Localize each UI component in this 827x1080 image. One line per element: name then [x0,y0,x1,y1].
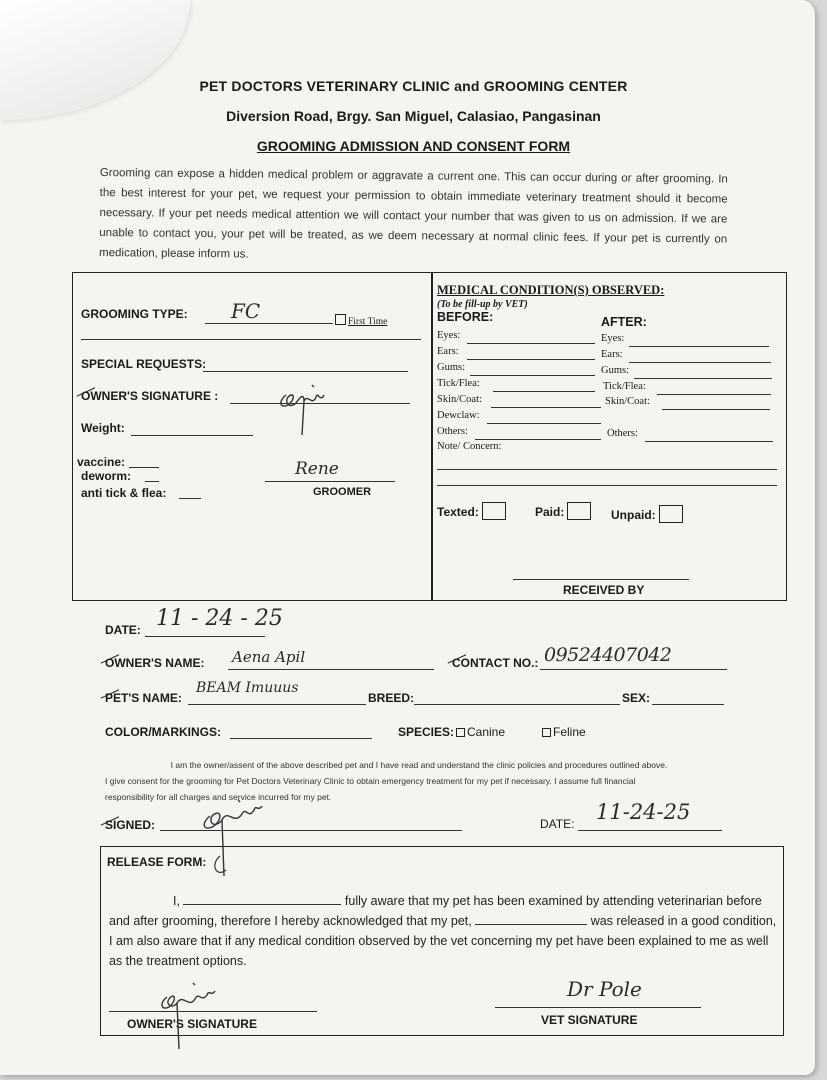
note-concern-label: Note/ Concern: [437,441,502,452]
signed-label: SIGNED: [105,818,156,832]
after-others-line[interactable] [645,441,773,442]
sex-line[interactable] [652,704,724,705]
admission-box [72,272,787,601]
breed-label: BREED: [368,691,415,705]
page-curl [0,0,190,120]
grooming-extra-line [81,339,421,340]
before-skin-label: Skin/Coat: [437,394,482,405]
vaccine-label: vaccine: [77,455,126,469]
groomer-line[interactable] [265,481,395,482]
before-ears-line[interactable] [467,359,595,360]
special-requests-label: SPECIAL REQUESTS: [81,357,207,371]
consent-line-2: I give consent for the grooming for Pet Doctors Veterinary Clinic to obtain emergency treatment for my pet if necessary. I assume full financial [105,776,636,786]
color-markings-label: COLOR/MARKINGS: [105,725,221,739]
unpaid-checkbox[interactable] [659,505,683,523]
after-ears-label: Ears: [601,349,623,360]
release-owner-signature-label: OWNER'S SIGNATURE [127,1017,257,1031]
after-ears-line[interactable] [629,362,771,363]
consent-date-line[interactable] [578,830,722,831]
after-tick-line[interactable] [657,394,771,395]
after-gums-line[interactable] [634,378,772,379]
unpaid-label: Unpaid: [611,508,656,522]
paid-label: Paid: [535,505,565,519]
grooming-type-line[interactable] [205,323,333,324]
intro-paragraph: Grooming can expose a hidden medical problem or aggravate a current one. This can occur during or after grooming. In the best interest for your pet, we request your permission to obtain immediate veterinary treatment should it become necessary. If your pet needs medical attention we will contact your number that was given to us on admission. If we are unable to contact you, your pet will be treated, as we deem necessary at normal clinic fees. If your pet is currently on medication, please inform us. [98,166,728,261]
weight-line[interactable] [131,435,253,436]
after-eyes-line[interactable] [629,346,769,347]
checkbox-icon [335,314,346,325]
owner-signature-label: OWNER'S SIGNATURE : [81,389,219,403]
pet-name-line[interactable] [188,704,366,705]
consent-date-value: 11-24-25 [596,800,691,824]
before-label: BEFORE: [437,310,494,324]
release-form-title: RELEASE FORM: [107,855,207,869]
contact-value: 09524407042 [544,644,672,666]
breed-line[interactable] [414,704,620,705]
date-line[interactable] [145,636,265,637]
vet-signature-line[interactable] [495,1007,701,1008]
before-tick-line[interactable] [493,391,595,392]
note-line-1[interactable] [437,469,777,470]
vaccine-line[interactable] [129,467,159,468]
form-title: GROOMING ADMISSION AND CONSENT FORM [256,138,571,154]
after-skin-line[interactable] [662,409,770,410]
contact-line[interactable] [540,669,727,670]
anti-tick-line[interactable] [179,498,201,499]
first-time-label: First Time [348,317,388,327]
before-dewclaw-label: Dewclaw: [437,410,480,421]
owner-name-value: Aena Apil [232,648,306,666]
clinic-name: PET DOCTORS VETERINARY CLINIC and GROOMING CENTER [199,78,628,94]
after-gums-label: Gums: [601,365,630,376]
before-eyes-line[interactable] [467,343,595,344]
release-owner-name-line[interactable] [183,904,341,905]
owner-signature-scribble [268,373,338,443]
consent-date-label: DATE: [540,817,575,831]
after-tick-label: Tick/Flea: [603,381,646,392]
vet-signature-value: Dr Pole [567,977,642,1001]
texted-label: Texted: [437,505,479,519]
species-canine-option[interactable]: Canine [456,725,505,739]
before-tick-label: Tick/Flea: [437,378,480,389]
received-by-label: RECEIVED BY [563,583,645,597]
date-label: DATE: [105,623,141,637]
texted-checkbox[interactable] [482,502,506,520]
weight-label: Weight: [81,421,125,435]
after-eyes-label: Eyes: [601,333,625,344]
color-markings-line[interactable] [230,738,372,739]
unpaid-field[interactable] [611,505,683,523]
species-label: SPECIES: [398,725,455,739]
owner-name-line[interactable] [228,669,434,670]
groomer-label: GROOMER [313,486,372,498]
pet-name-value: BEAM Imuuus [196,680,299,696]
deworm-label: deworm: [81,469,132,483]
canine-checkbox[interactable] [456,728,465,737]
after-others-label: Others: [607,428,638,439]
note-line-2[interactable] [437,485,777,486]
medical-condition-subtitle: (To be fill-up by VET) [437,299,528,310]
paid-checkbox[interactable] [567,502,591,520]
after-skin-label: Skin/Coat: [605,396,650,407]
clinic-address: Diversion Road, Brgy. San Miguel, Calasiao, Pangasinan [226,108,601,124]
received-by-line[interactable] [513,579,689,580]
medical-condition-title: MEDICAL CONDITION(S) OBSERVED: [437,283,665,297]
release-form-box [100,846,784,1036]
vet-signature-label: VET SIGNATURE [541,1013,638,1027]
release-owner-signature-scribble [151,973,231,1053]
before-eyes-label: Eyes: [437,330,461,341]
first-time-checkbox[interactable] [335,313,387,327]
box-divider [431,273,433,600]
before-gums-line[interactable] [470,375,595,376]
sex-label: SEX: [622,691,651,705]
groomer-name-value: Rene [295,459,339,479]
pet-name-label: PET'S NAME: [105,691,182,705]
special-requests-line[interactable] [203,371,408,372]
before-skin-line[interactable] [491,407,601,408]
grooming-type-label: GROOMING TYPE: [81,307,188,321]
release-pet-name-line[interactable] [475,924,587,925]
feline-checkbox[interactable] [542,728,551,737]
paid-field[interactable] [535,502,591,520]
consent-line-1: I am the owner/assent of the above described pet and I have read and understand the clinic policies and procedures outlined above. [170,760,668,770]
anti-tick-label: anti tick & flea: [81,486,167,500]
owner-name-label: OWNER'S NAME: [105,656,205,670]
release-form-text: I, fully aware that my pet has been examined by attending veterinarian before and after grooming, therefore I hereby acknowledged that my pet, was released in a good condition, I am also aware that if any medical condition observed by the vet concerning my pet have been explained to me as well as the treatment options. [109,894,777,968]
grooming-type-value: FC [231,299,261,323]
after-label: AFTER: [601,315,647,329]
contact-label: CONTACT NO.: [452,656,539,670]
before-others-label: Others: [437,426,468,437]
texted-field[interactable] [437,502,506,520]
species-feline-option[interactable]: Feline [542,725,586,739]
before-others-line[interactable] [475,439,601,440]
before-dewclaw-line[interactable] [487,423,601,424]
before-gums-label: Gums: [437,362,466,373]
date-value: 11 - 24 - 25 [156,606,283,631]
consent-line-3: responsibility for all charges and service incurred for my pet. [105,792,332,802]
deworm-line[interactable] [145,481,159,482]
before-ears-label: Ears: [437,346,459,357]
